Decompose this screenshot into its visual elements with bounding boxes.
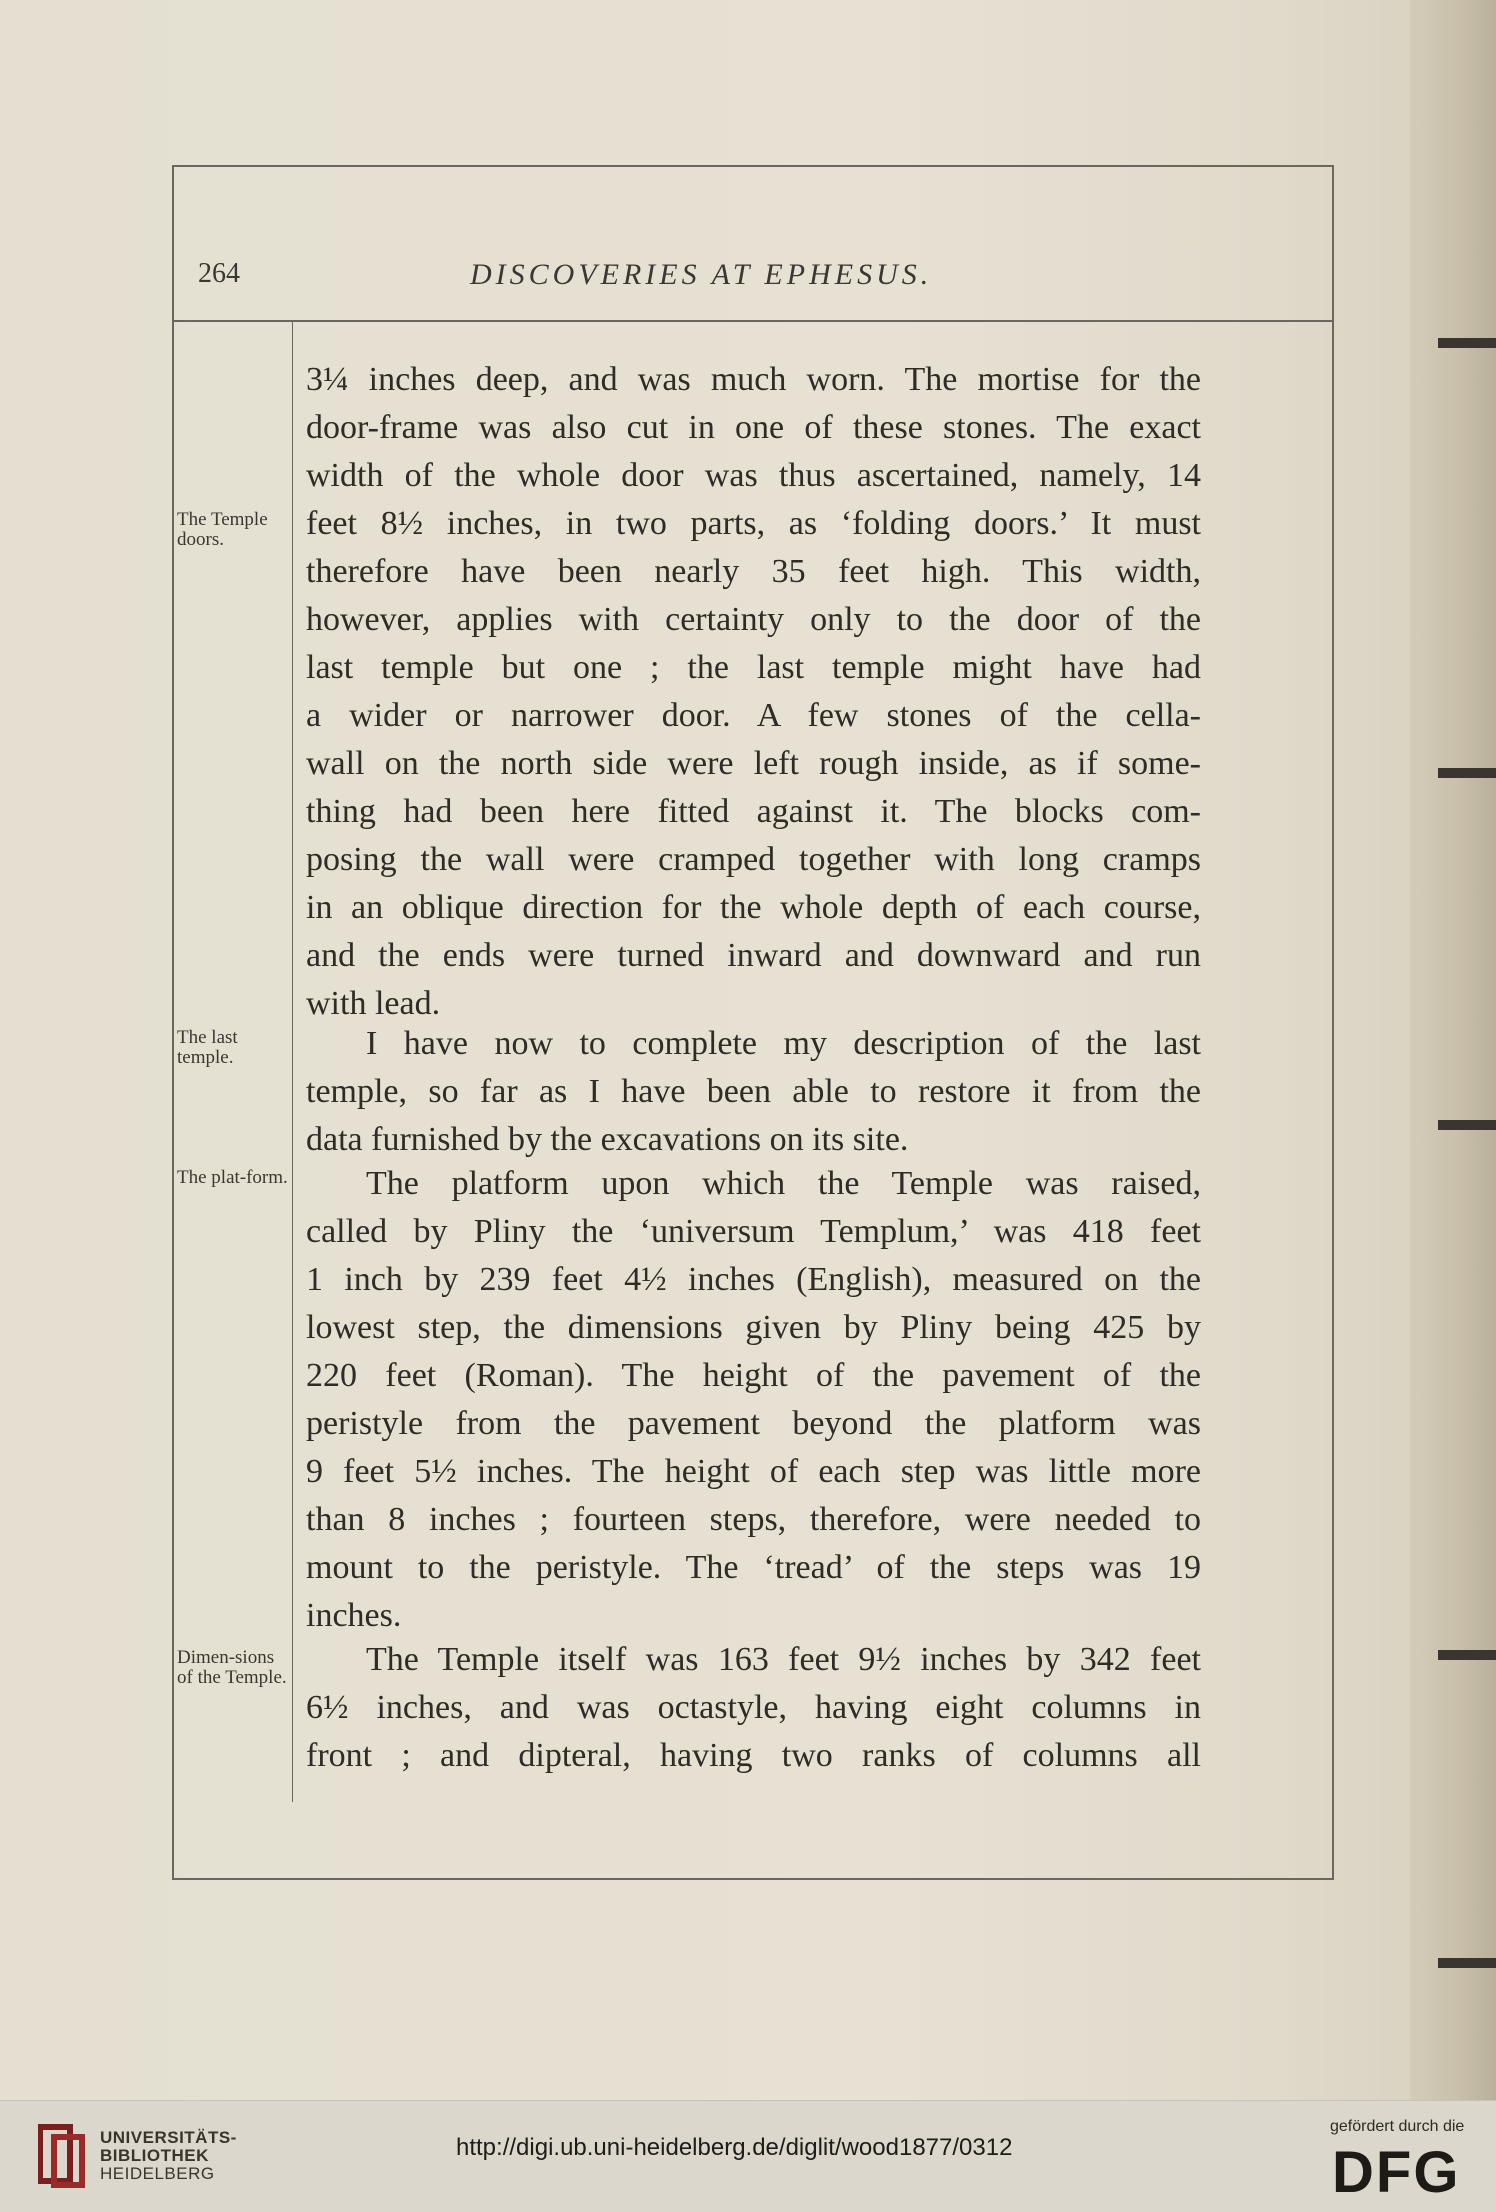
frame-left-rule bbox=[172, 165, 174, 1880]
page-edge bbox=[1410, 0, 1496, 2100]
page-edge-tab bbox=[1438, 1650, 1496, 1660]
text-line: temple, so far as I have been able to restore it from the bbox=[306, 1073, 1201, 1110]
funding-label: gefördert durch die bbox=[1330, 2118, 1465, 2135]
text-line: inches. bbox=[306, 1597, 402, 1634]
text-line: 9 feet 5½ inches. The height of each step was little more bbox=[306, 1453, 1201, 1490]
text-line: posing the wall were cramped together with long cramps bbox=[306, 841, 1201, 878]
text-line: therefore have been nearly 35 feet high. This width, bbox=[306, 553, 1201, 590]
text-line: door-frame was also cut in one of these stones. The exact bbox=[306, 409, 1201, 446]
text-line: data furnished by the excavations on its site. bbox=[306, 1121, 909, 1158]
text-line: The platform upon which the Temple was raised, bbox=[366, 1165, 1201, 1202]
library-name-line: HEIDELBERG bbox=[100, 2164, 215, 2183]
library-name-line: UNIVERSITÄTS- bbox=[100, 2128, 237, 2147]
text-line: 3¼ inches deep, and was much worn. The mortise for the bbox=[306, 361, 1201, 398]
page-number: 264 bbox=[198, 258, 240, 289]
page-edge-tab bbox=[1438, 1120, 1496, 1130]
text-line: thing had been here fitted against it. The blocks com- bbox=[306, 793, 1201, 830]
text-line: 220 feet (Roman). The height of the pavement of the bbox=[306, 1357, 1201, 1394]
text-line: called by Pliny the ‘universum Templum,’ was 418 feet bbox=[306, 1213, 1201, 1250]
side-note: The last temple. bbox=[177, 1027, 238, 1068]
text-line: a wider or narrower door. A few stones of the cella- bbox=[306, 697, 1201, 734]
text-line: feet 8½ inches, in two parts, as ‘folding doors.’ It must bbox=[306, 505, 1201, 542]
text-line: however, applies with certainty only to the door of the bbox=[306, 601, 1201, 638]
text-line: width of the whole door was thus ascertained, namely, 14 bbox=[306, 457, 1201, 494]
text-line: front ; and dipteral, having two ranks of columns all bbox=[306, 1737, 1201, 1774]
header-rule bbox=[172, 320, 1334, 322]
page-edge-tab bbox=[1438, 338, 1496, 348]
side-note: The Temple doors. bbox=[177, 509, 268, 550]
side-note: The plat-form. bbox=[177, 1167, 288, 1188]
text-line: and the ends were turned inward and downward and run bbox=[306, 937, 1201, 974]
running-head: DISCOVERIES AT EPHESUS. bbox=[470, 258, 933, 291]
library-name bbox=[100, 2129, 237, 2183]
text-line: with lead. bbox=[306, 985, 441, 1022]
text-line: last temple but one ; the last temple might have had bbox=[306, 649, 1201, 686]
text-line: 1 inch by 239 feet 4½ inches (English), measured on the bbox=[306, 1261, 1201, 1298]
page-edge-tab bbox=[1438, 1958, 1496, 1968]
library-name-line: BIBLIOTHEK bbox=[100, 2146, 209, 2165]
library-logo-icon bbox=[38, 2123, 86, 2189]
text-line: The Temple itself was 163 feet 9½ inches by 342 feet bbox=[366, 1641, 1201, 1678]
text-line: 6½ inches, and was octastyle, having eight columns in bbox=[306, 1689, 1201, 1726]
frame-right-rule bbox=[1332, 165, 1334, 1880]
frame-bottom-rule bbox=[172, 1878, 1334, 1880]
text-line: I have now to complete my description of the last bbox=[366, 1025, 1201, 1062]
frame-top-rule bbox=[172, 165, 1334, 167]
text-line: wall on the north side were left rough inside, as if some- bbox=[306, 745, 1201, 782]
source-url-link[interactable]: http://digi.ub.uni-heidelberg.de/diglit/wood1877/0312 bbox=[456, 2134, 1013, 2161]
text-line: mount to the peristyle. The ‘tread’ of the steps was 19 bbox=[306, 1549, 1201, 1586]
text-line: than 8 inches ; fourteen steps, therefore, were needed to bbox=[306, 1501, 1201, 1538]
dfg-logo: DFG bbox=[1332, 2140, 1461, 2205]
text-line: lowest step, the dimensions given by Pliny being 425 by bbox=[306, 1309, 1201, 1346]
text-line: peristyle from the pavement beyond the platform was bbox=[306, 1405, 1201, 1442]
text-line: in an oblique direction for the whole depth of each course, bbox=[306, 889, 1201, 926]
side-note: Dimen-sions of the Temple. bbox=[177, 1647, 287, 1688]
page-edge-tab bbox=[1438, 768, 1496, 778]
